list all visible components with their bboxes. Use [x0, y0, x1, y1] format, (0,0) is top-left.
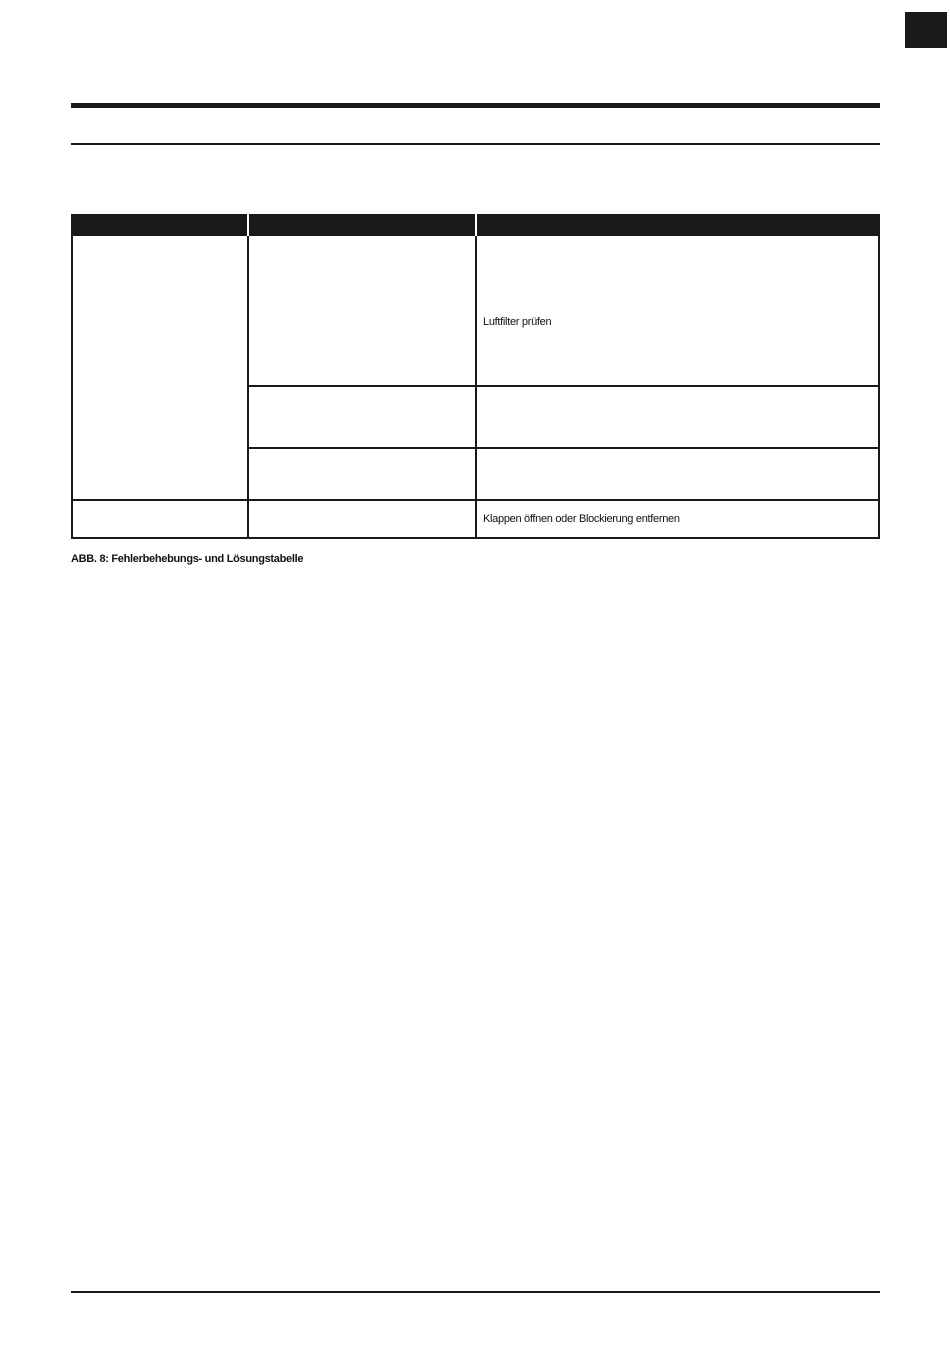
figure-caption: ABB. 8: Fehlerbehebungs- und Lösungstabelle: [71, 553, 304, 565]
row-divider: [249, 385, 878, 387]
footer-rule: [71, 1291, 880, 1293]
solution-cell: Luftfilter prüfen: [483, 316, 552, 328]
row-divider: [249, 447, 878, 449]
header-cell-problem: [71, 214, 247, 236]
solution-cell: Klappen öffnen oder Blockierung entfernen: [483, 513, 680, 525]
header-rule-thin: [71, 143, 880, 145]
header-cell-cause: [249, 214, 475, 236]
header-cell-solution: [477, 214, 880, 236]
header-rule-thick: [71, 103, 880, 108]
troubleshooting-table: [71, 214, 880, 539]
table-body: [71, 236, 880, 539]
table-header-row: [71, 214, 880, 236]
corner-tab-marker: [905, 12, 947, 48]
row-divider: [73, 499, 878, 501]
